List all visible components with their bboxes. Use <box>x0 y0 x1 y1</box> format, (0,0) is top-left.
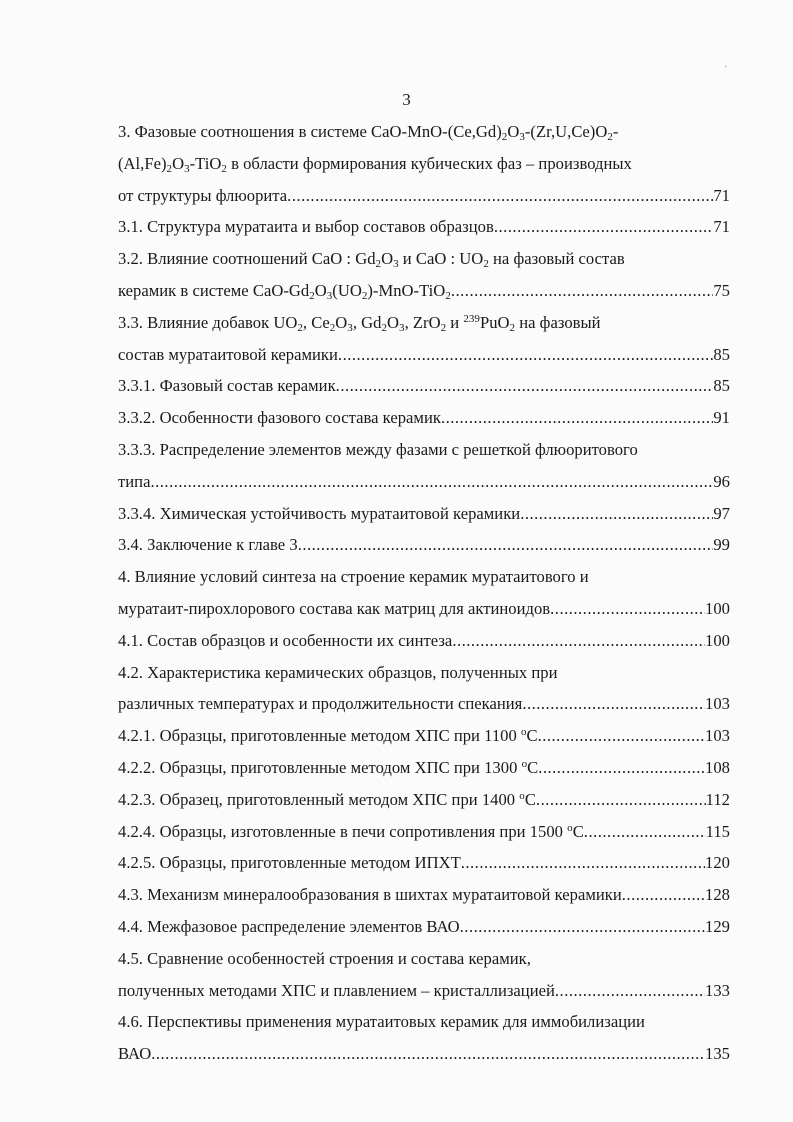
toc-title <box>118 339 338 371</box>
toc-title <box>118 663 558 682</box>
toc-entry <box>118 1006 730 1070</box>
toc-text-fragment: , Gd <box>352 312 382 332</box>
toc-text-fragment: 2 <box>329 321 336 334</box>
margin-mark: · <box>724 62 728 73</box>
toc-entry <box>118 657 730 721</box>
toc-text-fragment: 2 <box>607 131 613 143</box>
toc-text-fragment: С <box>524 789 536 809</box>
toc-text-fragment: 4.2.5. Образцы, приготовленные методом ИПХТ <box>118 853 461 873</box>
toc-line <box>118 434 730 466</box>
toc-text-fragment: типа <box>118 471 151 491</box>
toc-line <box>118 561 730 593</box>
toc-text-fragment: 4. Влияние условий синтеза на строение керамик муратаитового и <box>118 567 589 587</box>
dot-leader <box>441 402 713 434</box>
toc-text-fragment: 2 <box>375 258 382 271</box>
toc-text-fragment: O <box>387 312 400 332</box>
toc-text-fragment: O <box>172 153 185 173</box>
toc-text-fragment: 4.1. Состав образцов и особенности их синтеза <box>118 630 453 650</box>
toc-page-number: 133 <box>705 980 730 1000</box>
dot-leader <box>151 1038 705 1070</box>
toc-title <box>118 154 632 173</box>
toc-text-fragment: PuO <box>479 312 510 332</box>
toc-entry <box>118 561 730 625</box>
toc-title <box>118 879 622 911</box>
dot-leader <box>622 879 705 911</box>
toc-title <box>118 975 555 1007</box>
dot-leader <box>584 816 706 848</box>
toc-text-fragment: С <box>527 757 539 777</box>
toc-page-number: 71 <box>713 217 730 237</box>
toc-line <box>118 657 730 689</box>
toc-text-fragment: и <box>446 312 464 332</box>
toc-title <box>118 567 589 586</box>
toc-page-number: 85 <box>713 344 730 364</box>
toc-title <box>118 529 298 561</box>
toc-text-fragment: 3 <box>184 162 190 175</box>
toc-text-fragment: 4.4. Межфазовое распределение элементов ВАО <box>118 916 460 936</box>
toc-entry <box>118 529 730 561</box>
toc-title <box>118 440 638 459</box>
toc-title <box>118 122 618 141</box>
toc-title <box>118 911 460 943</box>
toc-text-fragment: - <box>612 122 619 141</box>
dot-leader <box>538 720 705 752</box>
toc-line <box>118 911 730 943</box>
toc-entry <box>118 498 730 530</box>
table-of-contents <box>118 116 730 1070</box>
toc-entry <box>118 243 730 307</box>
toc-text-fragment: 2 <box>166 162 173 175</box>
dot-leader <box>555 975 705 1007</box>
toc-title <box>118 180 287 212</box>
toc-text-fragment: 2 <box>309 289 315 302</box>
dot-leader <box>520 498 713 530</box>
toc-text-fragment: различных температурах и продолжительности спекания <box>118 694 523 714</box>
dot-leader <box>550 593 705 625</box>
toc-line <box>118 466 730 498</box>
toc-text-fragment: 3.2. Влияние соотношений CaO : Gd <box>118 249 376 269</box>
toc-title <box>118 720 538 752</box>
toc-line <box>118 816 730 848</box>
toc-line <box>118 688 730 720</box>
toc-text-fragment: 3.4. Заключение к главе 3 <box>118 535 298 555</box>
toc-title <box>118 1038 151 1070</box>
toc-page-number: 91 <box>713 408 730 428</box>
toc-entry <box>118 434 730 498</box>
dot-leader <box>461 847 705 879</box>
toc-entry <box>118 816 730 848</box>
toc-text-fragment: на фазовый <box>515 312 601 332</box>
dot-leader <box>287 180 713 212</box>
toc-text-fragment: O <box>314 280 327 300</box>
toc-title <box>118 249 625 271</box>
toc-text-fragment: 4.6. Перспективы применения муратаитовых керамик для иммобилизации <box>118 1012 645 1032</box>
dot-leader <box>451 275 714 307</box>
toc-text-fragment: 239 <box>463 312 480 325</box>
toc-line <box>118 180 730 212</box>
dot-leader <box>538 752 705 784</box>
toc-text-fragment: состав муратаитовой керамики <box>118 344 338 364</box>
toc-title <box>118 816 584 848</box>
toc-line <box>118 1006 730 1038</box>
toc-entry <box>118 370 730 402</box>
toc-text-fragment: O <box>381 249 394 269</box>
toc-line <box>118 1038 730 1070</box>
toc-title <box>118 402 441 434</box>
toc-title <box>118 625 452 657</box>
toc-entry <box>118 307 730 371</box>
dot-leader <box>494 211 714 243</box>
toc-line <box>118 529 730 561</box>
toc-text-fragment: 3.3. Влияние добавок UO <box>118 312 298 332</box>
toc-title <box>118 949 531 968</box>
toc-text-fragment: 2 <box>483 258 489 271</box>
toc-page-number: 103 <box>705 726 730 746</box>
toc-line <box>118 752 730 784</box>
toc-line <box>118 847 730 879</box>
toc-entry <box>118 847 730 879</box>
toc-entry <box>118 752 730 784</box>
page-number: 3 <box>402 90 411 109</box>
toc-text-fragment: 3.3.3. Распределение элементов между фазами с решеткой флюоритового <box>118 439 638 459</box>
toc-text-fragment: в области формирования кубических фаз – производных <box>226 153 632 173</box>
toc-title <box>118 847 461 879</box>
toc-page-number: 108 <box>705 757 730 777</box>
toc-text-fragment: 4.2. Характеристика керамических образцов, полученных при <box>118 662 558 682</box>
toc-entry <box>118 116 730 211</box>
toc-text-fragment: С <box>572 821 584 841</box>
dot-leader <box>150 466 713 498</box>
toc-text-fragment: 4.2.2. Образцы, приготовленные методом ХПС при 1300 <box>118 757 522 777</box>
toc-text-fragment: o <box>520 726 527 739</box>
toc-text-fragment: o <box>521 757 528 770</box>
toc-text-fragment: 2 <box>440 321 447 334</box>
toc-entry <box>118 625 730 657</box>
toc-page-number: 99 <box>713 535 730 555</box>
toc-title <box>118 313 601 332</box>
toc-text-fragment: муратаит-пирохлорового состава как матриц для актиноидов <box>118 598 551 618</box>
toc-page-number: 135 <box>705 1044 730 1064</box>
toc-text-fragment: 2 <box>501 131 508 143</box>
toc-title <box>118 370 336 402</box>
dot-leader <box>522 688 705 720</box>
toc-text-fragment: на фазовый состав <box>488 249 625 269</box>
toc-line <box>118 243 730 275</box>
toc-text-fragment: полученных методами ХПС и плавлением – кристаллизацией <box>118 980 555 1000</box>
toc-text-fragment: 3 <box>347 321 353 334</box>
toc-text-fragment: 3. Фазовые соотношения в системе CaO-MnO-(Ce,Gd) <box>118 122 502 141</box>
toc-page-number: 100 <box>705 630 730 650</box>
toc-text-fragment: , ZrO <box>404 312 441 332</box>
toc-page-number: 100 <box>705 598 730 618</box>
toc-entry <box>118 720 730 752</box>
toc-title <box>118 498 520 530</box>
toc-text-fragment: 2 <box>361 289 368 302</box>
toc-text-fragment: 4.2.1. Образцы, приготовленные методом ХПС при 1100 <box>118 726 521 746</box>
toc-text-fragment: С <box>526 726 538 746</box>
toc-page-number: 71 <box>713 185 730 205</box>
toc-entry <box>118 211 730 243</box>
toc-line <box>118 943 730 975</box>
toc-line <box>118 402 730 434</box>
toc-page-number: 129 <box>705 916 730 936</box>
toc-text-fragment: O <box>335 312 348 332</box>
toc-text-fragment: 3 <box>393 258 399 271</box>
toc-text-fragment: 3 <box>519 131 525 143</box>
toc-line <box>118 975 730 1007</box>
toc-text-fragment: -TiO <box>189 153 222 173</box>
dot-leader <box>536 784 706 816</box>
toc-entry <box>118 784 730 816</box>
toc-title <box>118 688 522 720</box>
dot-leader <box>336 370 714 402</box>
toc-line <box>118 370 730 402</box>
toc-page-number: 115 <box>705 821 730 841</box>
toc-title <box>118 211 494 243</box>
toc-line <box>118 498 730 530</box>
toc-text-fragment: (UO <box>332 280 362 300</box>
toc-text-fragment: O <box>507 122 520 141</box>
toc-title <box>118 752 538 784</box>
toc-page-number: 85 <box>713 376 730 396</box>
toc-title <box>118 466 150 498</box>
toc-text-fragment: 2 <box>445 289 451 302</box>
dot-leader <box>460 911 705 943</box>
toc-entry <box>118 879 730 911</box>
toc-text-fragment: и CaO : UO <box>398 249 484 269</box>
toc-text-fragment: 3.1. Структура муратаита и выбор составов образцов <box>118 217 494 237</box>
toc-text-fragment: 2 <box>509 321 516 334</box>
toc-text-fragment: 2 <box>221 162 227 175</box>
toc-text-fragment: от структуры флюорита <box>118 185 288 205</box>
toc-text-fragment: 2 <box>297 321 303 334</box>
toc-text-fragment: 2 <box>381 321 388 334</box>
toc-entry <box>118 943 730 1007</box>
toc-text-fragment: 4.2.3. Образец, приготовленный методом ХПС при 1400 <box>118 789 520 809</box>
toc-text-fragment: керамик в системе CaO-Gd <box>118 280 310 300</box>
toc-title <box>118 784 536 816</box>
toc-page-number: 120 <box>705 853 730 873</box>
toc-text-fragment: o <box>567 821 573 834</box>
toc-page-number: 96 <box>713 471 730 491</box>
toc-text-fragment: 4.5. Сравнение особенностей строения и состава керамик, <box>118 948 531 968</box>
toc-title <box>118 593 550 625</box>
toc-text-fragment: 3 <box>326 289 333 302</box>
toc-text-fragment: (Al,Fe) <box>118 153 167 173</box>
toc-line <box>118 625 730 657</box>
toc-title <box>118 1012 645 1031</box>
toc-line <box>118 720 730 752</box>
toc-text-fragment: -(Zr,U,Ce)O <box>524 122 608 141</box>
toc-page-number: 103 <box>705 694 730 714</box>
toc-line <box>118 116 730 148</box>
toc-line <box>118 211 730 243</box>
toc-entry <box>118 911 730 943</box>
toc-entry <box>118 402 730 434</box>
toc-text-fragment: o <box>519 789 525 802</box>
toc-text-fragment: 3.3.1. Фазовый состав керамик <box>118 376 336 396</box>
toc-text-fragment: 4.3. Механизм минералообразования в шихтах муратаитовой керамики <box>118 885 622 905</box>
dot-leader <box>452 625 705 657</box>
toc-text-fragment: , Ce <box>302 312 330 332</box>
toc-line <box>118 784 730 816</box>
toc-page-number: 112 <box>705 789 730 809</box>
toc-line <box>118 879 730 911</box>
toc-page-number: 75 <box>713 280 730 300</box>
toc-text-fragment: 3.3.2. Особенности фазового состава керамик <box>118 408 441 428</box>
toc-title <box>118 275 451 307</box>
toc-line <box>118 307 730 339</box>
toc-text-fragment: ВАО <box>118 1044 152 1064</box>
toc-text-fragment: 3 <box>399 321 405 334</box>
toc-line <box>118 339 730 371</box>
toc-line <box>118 148 730 180</box>
toc-page-number: 97 <box>713 503 730 523</box>
dot-leader <box>298 529 714 561</box>
toc-line <box>118 275 730 307</box>
toc-text-fragment: 3.3.4. Химическая устойчивость муратаитовой керамики <box>118 503 521 523</box>
toc-text-fragment: )-MnO-TiO <box>367 280 446 300</box>
toc-line <box>118 593 730 625</box>
toc-page-number: 128 <box>705 885 730 905</box>
dot-leader <box>338 339 713 371</box>
toc-text-fragment: 4.2.4. Образцы, изготовленные в печи сопротивления при 1500 <box>118 821 568 841</box>
